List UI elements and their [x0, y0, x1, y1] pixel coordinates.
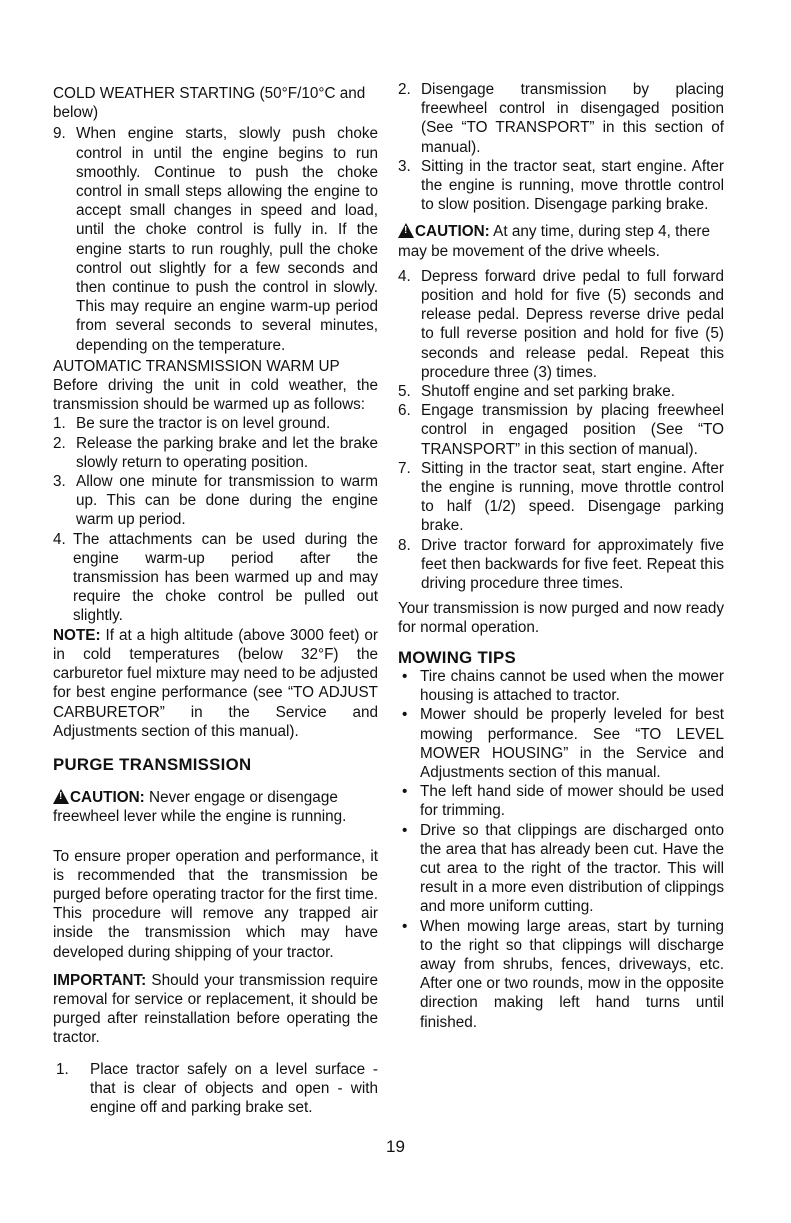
purge-paragraph: To ensure proper operation and performance, it is recommended that the transmission be purged before operating tractor for the first time. This procedure will remove any trapped air inside the transmission which may have developed during shipping of your tractor.: [53, 847, 378, 961]
step-number: 5.: [398, 383, 411, 401]
warning-triangle-icon: [398, 223, 414, 238]
step-number: 6.: [398, 402, 411, 420]
bullet-icon: •: [402, 917, 408, 935]
step-text: Place tractor safely on a level surface - that is clear of objects and open - with engine off and parking brake set.: [90, 1060, 378, 1116]
auto-step: [53, 414, 378, 433]
purged-paragraph: Your transmission is now purged and now ready for normal operation.: [398, 600, 724, 637]
mowing-tip: [398, 705, 724, 782]
step-number: 2.: [398, 81, 411, 98]
bullet-icon: •: [402, 783, 408, 801]
step-number: 8.: [398, 536, 411, 554]
step-number: 3.: [53, 473, 66, 491]
purge-step: [398, 382, 724, 401]
note-paragraph: [53, 626, 378, 741]
step-text: Disengage transmission by placing freewheel control in disengaged position (See “TO TRANSPORT” in this section of manual).: [421, 81, 724, 156]
step-text: Allow one minute for transmission to warm up. This can be done during the engine warm up period.: [76, 473, 378, 529]
mowing-tip: [398, 917, 724, 1032]
step-number: 1.: [53, 415, 66, 433]
mowing-tip: [398, 821, 724, 917]
important-label: IMPORTANT:: [53, 971, 147, 989]
note-label: NOTE:: [53, 626, 101, 644]
purge-transmission-heading: PURGE TRANSMISSION: [53, 754, 252, 774]
tip-text: Tire chains cannot be used when the mower housing is attached to tractor.: [420, 667, 724, 705]
purge-step: [398, 401, 724, 459]
purge-step: [398, 157, 724, 215]
bullet-icon: •: [402, 667, 408, 685]
important-text: Should your transmission require removal for service or replacement, it should be purged after reinstallation before operating the tractor.: [53, 971, 378, 1047]
left-column: [53, 84, 378, 1117]
warning-triangle-icon: [53, 789, 69, 804]
step-number: 1.: [56, 1060, 69, 1078]
step-number: 9.: [53, 125, 66, 143]
step-number: 2.: [53, 434, 66, 452]
mowing-tip: [398, 782, 724, 820]
caution-paragraph: [398, 222, 724, 260]
tip-text: Mower should be properly leveled for best mowing performance. See “TO LEVEL MOWER HOUSING” in the Service and Adjustments section of this manual.: [420, 706, 724, 781]
purge-step: [398, 80, 724, 157]
cold-weather-heading: COLD WEATHER STARTING (50°F/10°C and below): [53, 85, 366, 122]
note-text: If at a high altitude (above 3000 feet) or in cold temperatures (below 32°F) the carburetor fuel mixture may need to be adjusted for best engine performance (see “TO ADJUST CARBURETOR” in the Service and Adjustments section of this manual).: [53, 626, 378, 740]
mowing-tips-heading: MOWING TIPS: [398, 647, 516, 667]
purge-step-1: [53, 1060, 378, 1118]
step-9: [53, 124, 378, 354]
caution-text: At any time, during step 4, there may be movement of the drive wheels.: [398, 223, 711, 260]
caution-paragraph: [53, 788, 378, 826]
step-text: Release the parking brake and let the brake slowly return to operating position.: [76, 434, 378, 471]
step-text: Shutoff engine and set parking brake.: [421, 383, 675, 401]
step-text: Engage transmission by placing freewheel control in engaged position (See “TO TRANSPORT” in this section of manual).: [421, 402, 724, 458]
purge-step: [398, 536, 724, 594]
step-number: 3.: [398, 157, 411, 175]
tip-text: Drive so that clippings are discharged onto the area that has already been cut. Have the cut area to the right of the tractor. This will result in a more even distribution of clippings and more uniform cutting.: [420, 821, 724, 916]
step-text: Be sure the tractor is on level ground.: [76, 415, 331, 433]
step-text: Sitting in the tractor seat, start engine. After the engine is running, move throttle control to slow position. Disengage parking brake.: [421, 157, 724, 214]
step-number: 7.: [398, 459, 411, 477]
caution-label: CAUTION:: [70, 789, 145, 807]
purge-step: [398, 459, 724, 536]
step-text: Sitting in the tractor seat, start engine. After the engine is running, move throttle control to half (1/2) speed. Disengage parking brake.: [421, 459, 724, 535]
right-column: [398, 80, 724, 1032]
purge-step: [398, 267, 724, 382]
tip-text: The left hand side of mower should be used for trimming.: [420, 783, 724, 820]
step-text: The attachments can be used during the engine warm-up period after the transmission has been warmed up and may require the choke control be pulled out slightly.: [73, 530, 378, 625]
auto-step: [53, 434, 378, 472]
auto-step: [53, 472, 378, 530]
step-number: 4.: [53, 530, 66, 548]
step-text: Drive tractor forward for approximately five feet then backwards for five feet. Repeat this driving procedure three times.: [421, 536, 724, 593]
auto-step: [53, 530, 378, 626]
mowing-tip: [398, 667, 724, 705]
important-paragraph: [53, 971, 378, 1048]
bullet-icon: •: [402, 706, 408, 724]
auto-intro: Before driving the unit in cold weather, the transmission should be warmed up as follows:: [53, 377, 378, 414]
caution-label: CAUTION:: [415, 223, 490, 241]
page-number: 19: [386, 1137, 405, 1156]
bullet-icon: •: [402, 821, 408, 839]
tip-text: When mowing large areas, start by turning to the right so that clippings will discharge away from shrubs, fences, driveways, etc. After one or two rounds, mow in the opposite direction making left hand turns until finished.: [420, 917, 724, 1031]
step-number: 4.: [398, 267, 411, 285]
step-text: When engine starts, slowly push choke control in until the engine begins to run smoothly. Continue to push the choke control in small steps allowing the engine to accept small changes in speed and load, until the choke control is fully in. If the engine starts to run roughly, pull the choke control out slightly for a few seconds and then continue to push the control in slowly. This may require an engine warm-up period from several seconds to several minutes, depending on the temperature.: [76, 125, 378, 354]
caution-text: Never engage or disengage freewheel lever while the engine is running.: [53, 789, 347, 826]
step-text: Depress forward drive pedal to full forward position and hold for five (5) seconds and release pedal. Depress reverse drive pedal to full reverse position and hold for five (5) seconds and release pedal. Repeat this procedure three (3) times.: [421, 267, 724, 381]
auto-transmission-heading: AUTOMATIC TRANSMISSION WARM UP: [53, 357, 340, 375]
